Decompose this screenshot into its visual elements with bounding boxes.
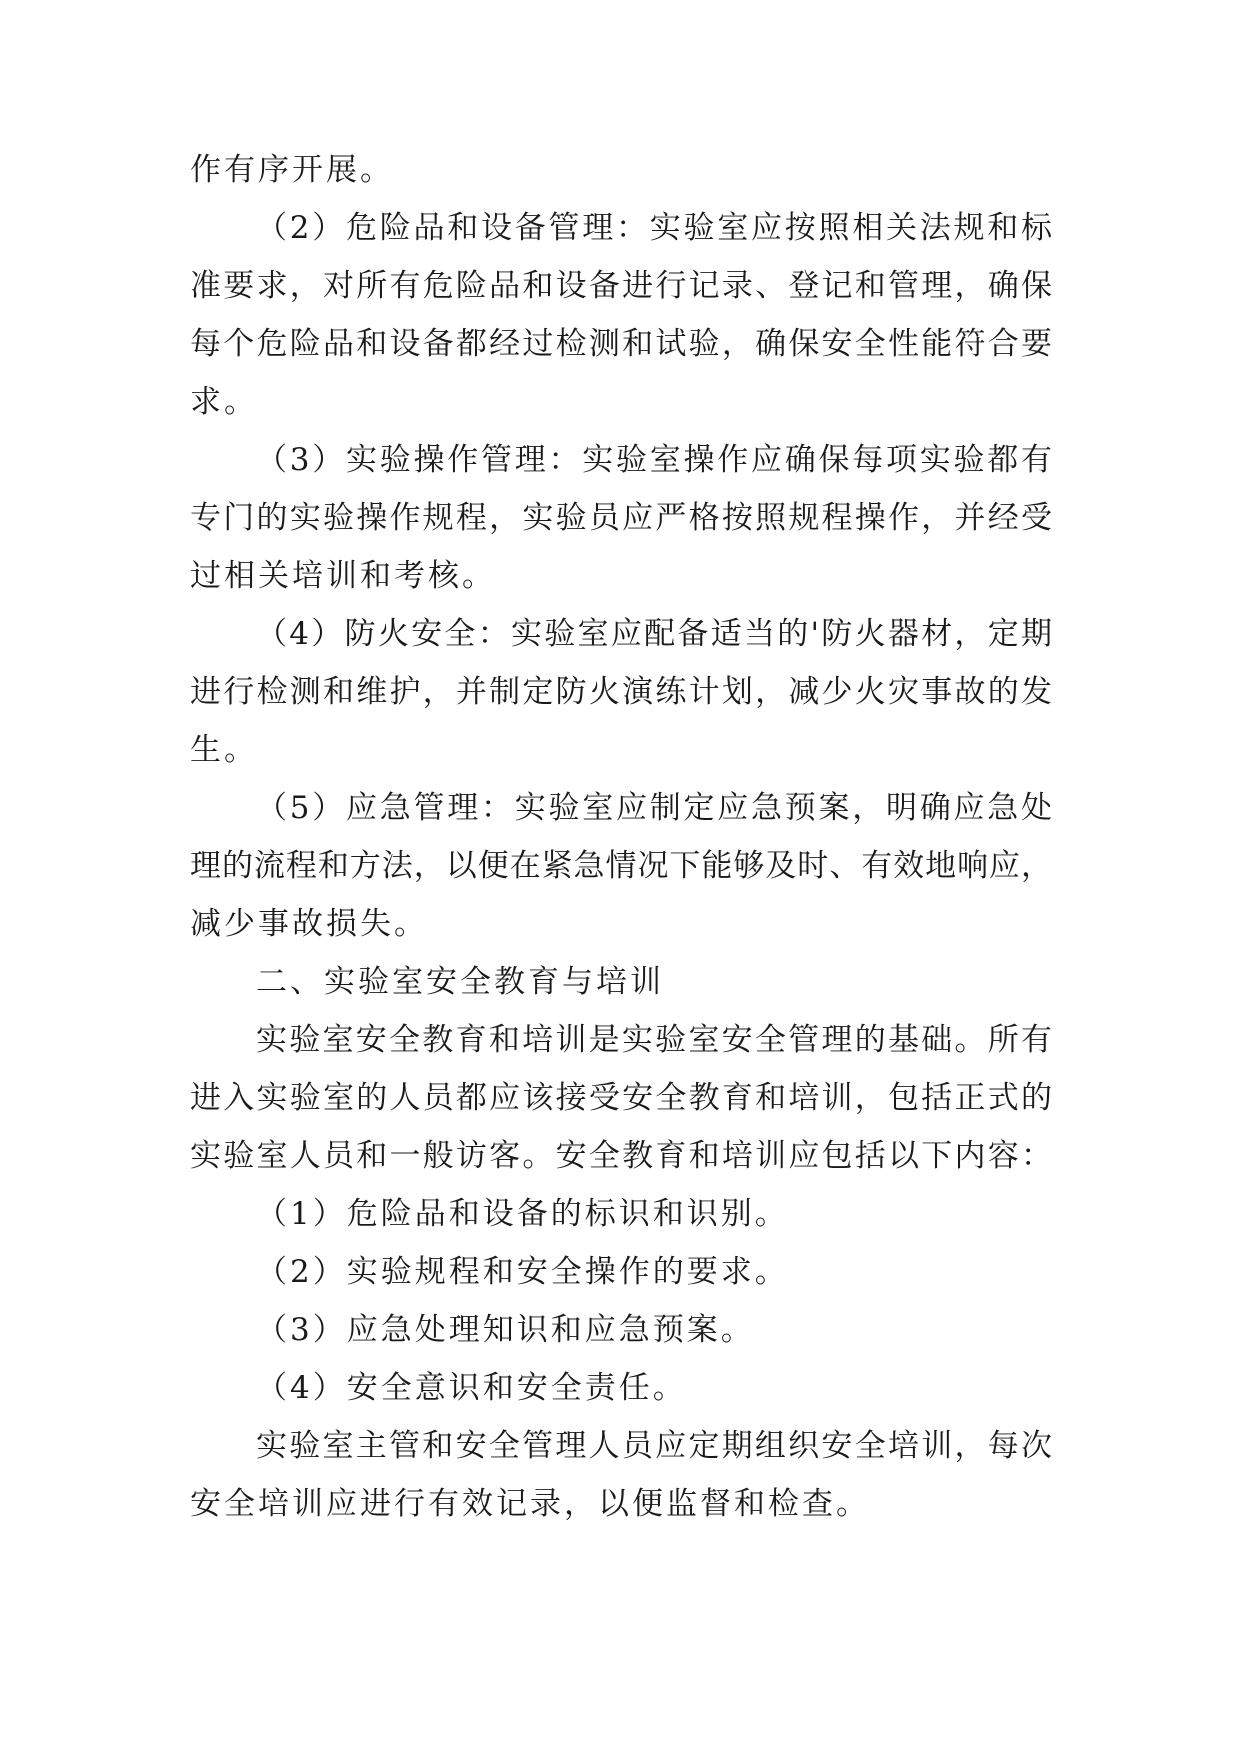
text-line: 专门的实验操作规程，实验员应严格按照规程操作，并经受 (190, 500, 1052, 536)
text-line: （3）实验操作管理：实验室操作应确保每项实验都有 (256, 442, 1052, 478)
text-line: 实验室安全教育和培训是实验室安全管理的基础。所有 (256, 1022, 1052, 1058)
text-line: 理的流程和方法，以便在紧急情况下能够及时、有效地响应， (190, 848, 1052, 884)
list-item: （3）应急处理知识和应急预案。 (256, 1312, 755, 1348)
text-line: （4）防火安全：实验室应配备适当的'防火器材，定期 (256, 616, 1052, 652)
list-item: （4）安全意识和安全责任。 (256, 1370, 687, 1406)
text-line: 求。 (190, 384, 258, 420)
text-line: 进入实验室的人员都应该接受安全教育和培训，包括正式的 (190, 1080, 1052, 1116)
text-line: 过相关培训和考核。 (190, 558, 496, 594)
text-line: 作有序开展。 (190, 152, 394, 188)
text-line: 实验室人员和一般访客。安全教育和培训应包括以下内容： (190, 1138, 1052, 1174)
section-heading: 二、实验室安全教育与培训 (256, 964, 664, 1000)
text-line: 进行检测和维护，并制定防火演练计划，减少火灾事故的发 (190, 674, 1052, 710)
text-line: 实验室主管和安全管理人员应定期组织安全培训，每次 (256, 1428, 1052, 1464)
list-item: （2）实验规程和安全操作的要求。 (256, 1254, 789, 1290)
text-line: 生。 (190, 732, 258, 768)
list-item: （1）危险品和设备的标识和识别。 (256, 1196, 789, 1232)
text-line: （2）危险品和设备管理：实验室应按照相关法规和标 (256, 210, 1052, 246)
text-line: 减少事故损失。 (190, 906, 428, 942)
text-line: （5）应急管理：实验室应制定应急预案，明确应急处 (256, 790, 1052, 826)
text-line: 每个危险品和设备都经过检测和试验，确保安全性能符合要 (190, 326, 1052, 362)
text-line: 准要求，对所有危险品和设备进行记录、登记和管理，确保 (190, 268, 1052, 304)
text-line: 安全培训应进行有效记录，以便监督和检查。 (190, 1486, 870, 1522)
